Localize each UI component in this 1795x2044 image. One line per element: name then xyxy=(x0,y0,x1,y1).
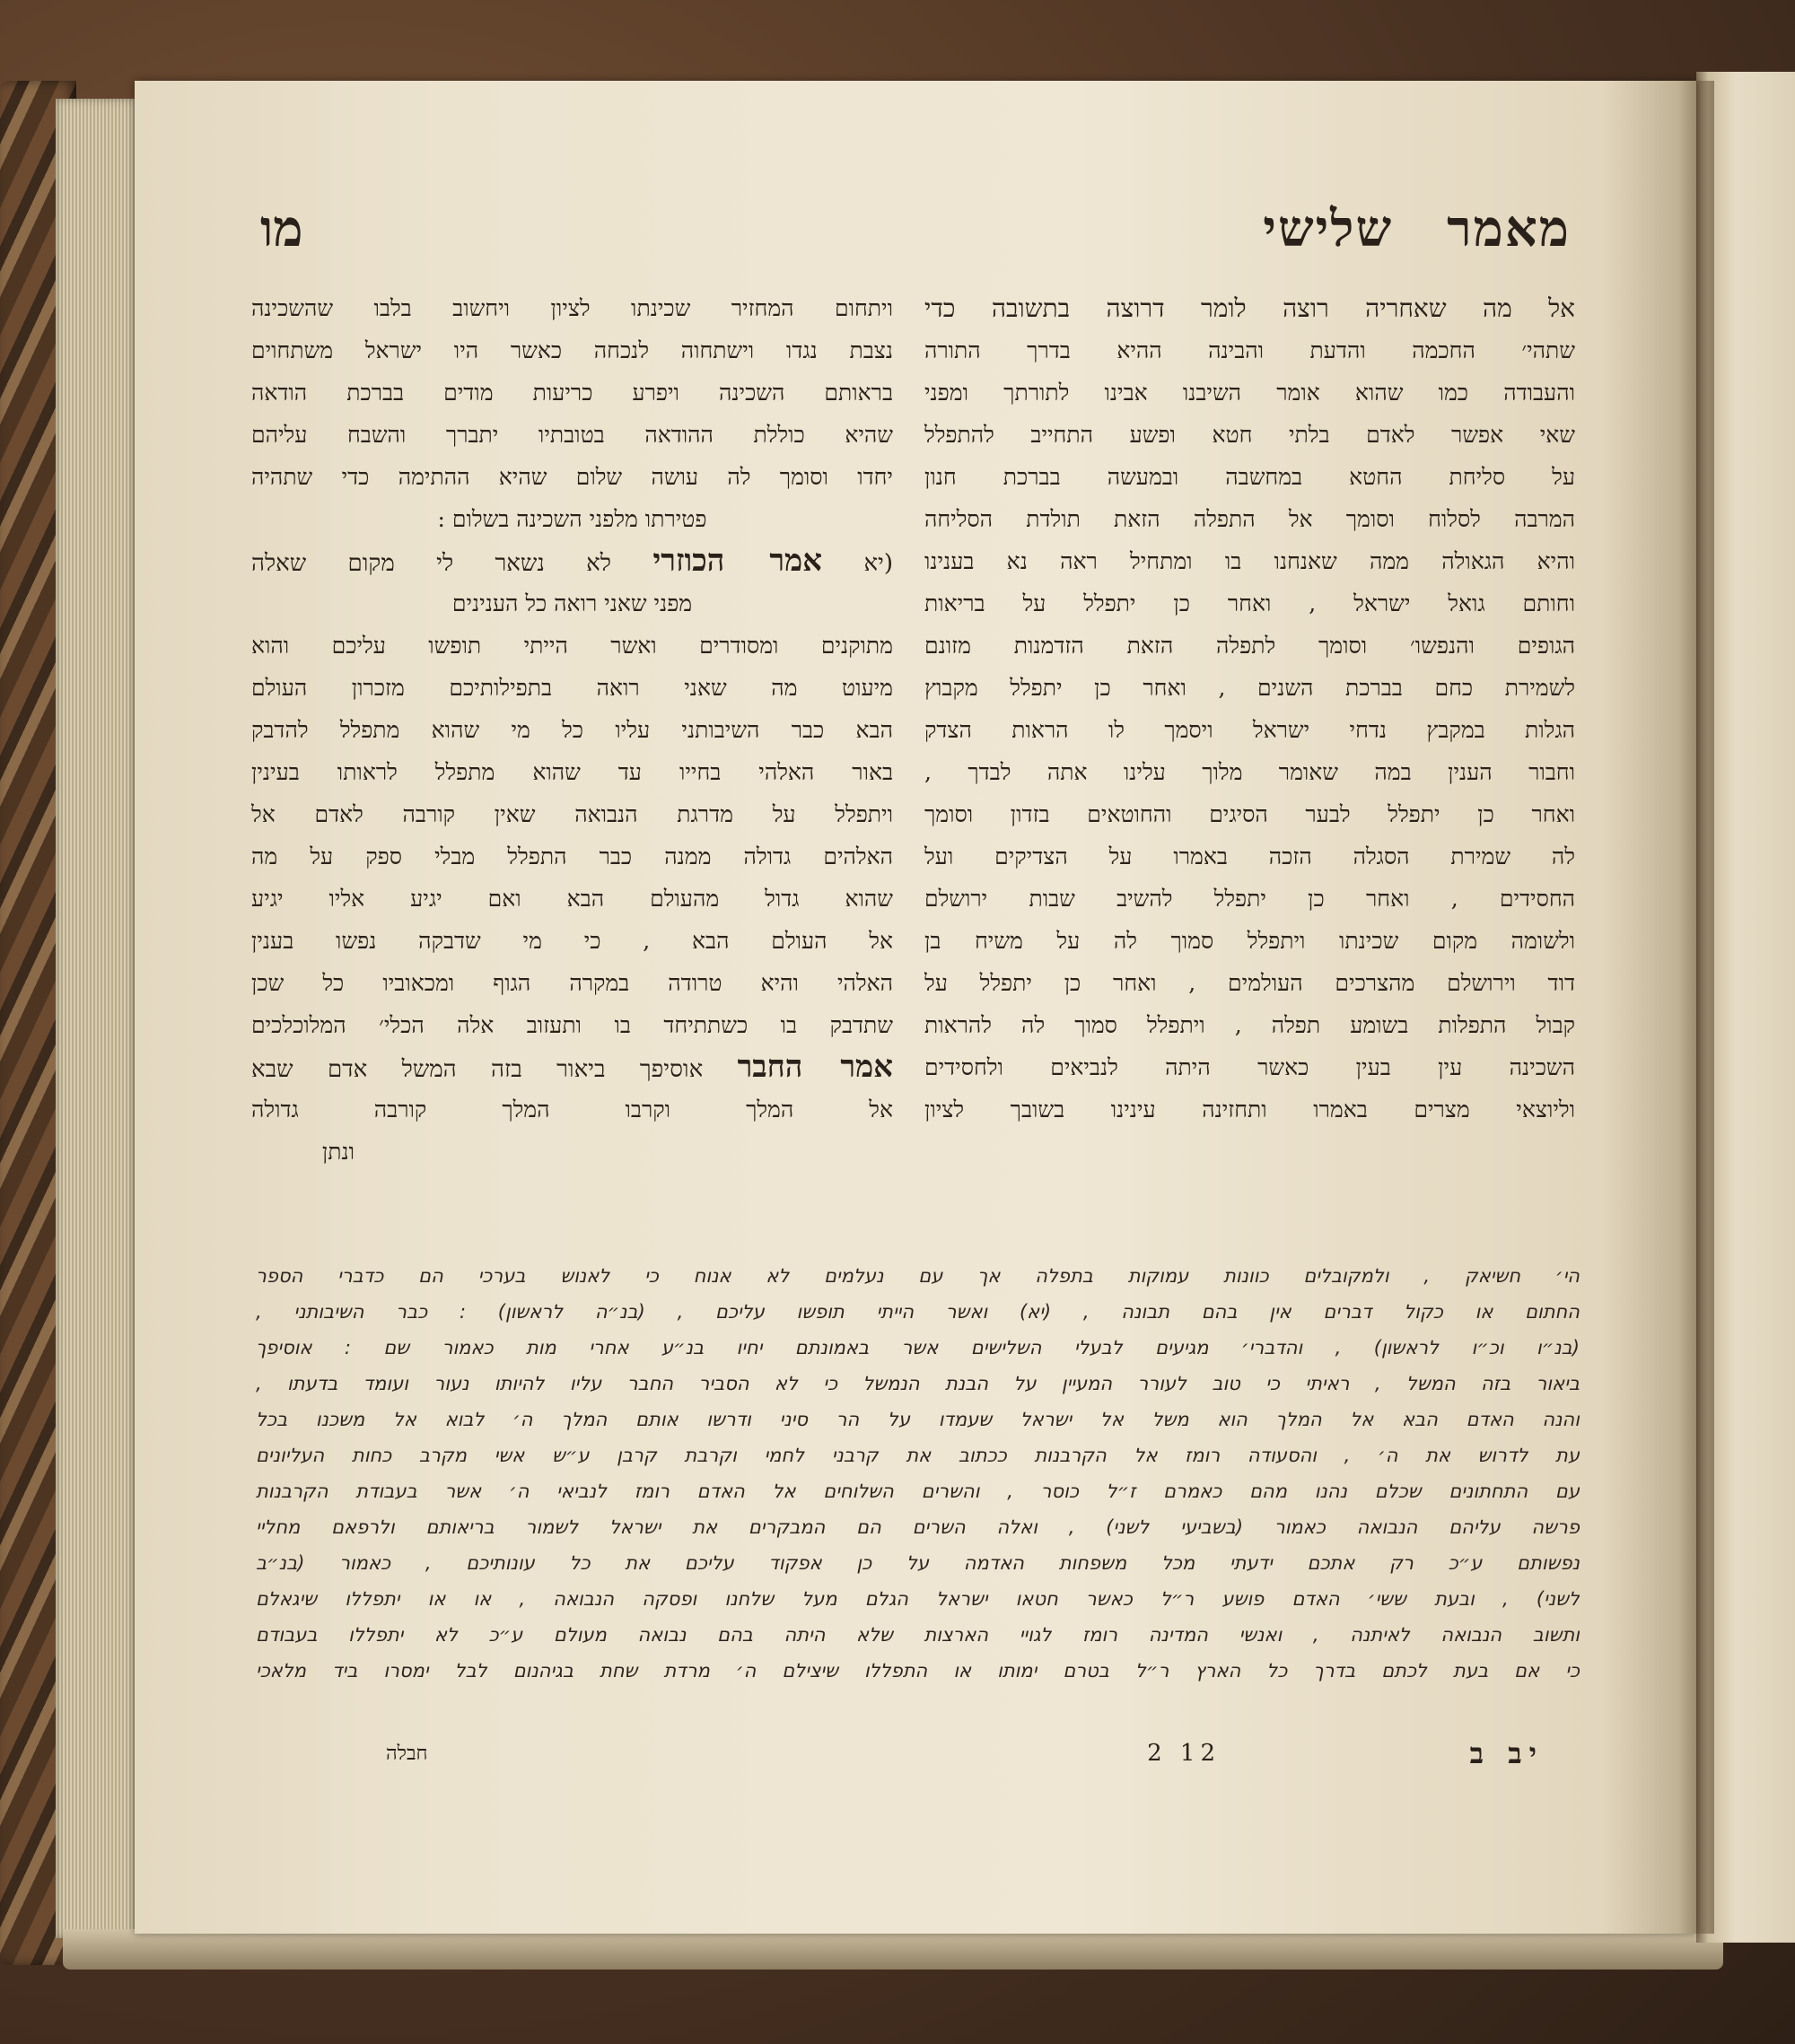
footnote-line: כי אם בעת לכתם בדרך כל הארץ ר״ל בטרם ימותו או התפללו שיצילם ה׳ מרדת שחת בגיהנום לבל ימסרו ביד מלאכי xyxy=(256,1660,1580,1681)
text-line: וחותם גואל ישראל , ואחר כן יתפלל על בריאות xyxy=(924,590,1575,616)
signature-number: 2 12 xyxy=(1147,1740,1221,1767)
text-line: לשמירת כחם בברכת השנים , ואחר כן יתפלל מקבוץ xyxy=(924,675,1575,701)
footnote-line: הי׳ חשיאק , ולמקובלים כוונות עמוקות בתפלה אך עם נעלמים לא אנוח כי לאנוש בערכי הם כדברי הספר xyxy=(256,1265,1580,1287)
commentary-footnotes xyxy=(256,1258,1580,1689)
footnote-line: לשני) , ובעת ששי׳ האדם פושע ר״ל כאשר חטאו ישראל הגלם מעל שלחנו ופסקה הנבואה , או או יתפללו שיגאלם xyxy=(256,1588,1580,1610)
text-line: והיא הגאולה ממה שאנחנו בו ומתחיל ראה נא בענינו xyxy=(924,548,1575,574)
text-line: מיעוט מה שאני רואה בתפילותיכם מזכרון העולם xyxy=(251,675,893,701)
gutter-shadow xyxy=(1678,81,1714,1934)
right-column xyxy=(924,287,1575,1131)
catchword: ונתן xyxy=(321,1139,355,1165)
text-line: וליוצאי מצרים באמרו ותחזינה עינינו בשובך לציון xyxy=(924,1096,1575,1122)
gathering-signature: יב ב xyxy=(1469,1736,1544,1770)
speaker-text: אוסיפך ביאור בזה המשל אדם שבא xyxy=(251,1056,704,1083)
folio-number: מו xyxy=(260,199,303,258)
running-title xyxy=(1263,199,1571,258)
footnote-catchword: חבלה xyxy=(386,1743,428,1765)
text-line: והעבודה כמו שהוא אומר השיבנו אבינו לתורתך ומפני xyxy=(924,380,1575,406)
text-line: נצבת נגדו וישתחוה לנכחה כאשר היו ישראל משתחוים xyxy=(251,337,893,363)
text-line: לה שמירת הסגלה הזכה באמרו על הצדיקים ועל xyxy=(924,843,1575,869)
text-line: אל המלך וקרבו המלך קורבה גדולה xyxy=(251,1096,893,1122)
left-column xyxy=(251,287,893,1173)
text-line: המרבה לסלוח וסומך אל התפלה הזאת תולדת הסליחה xyxy=(924,506,1575,532)
speaker-line xyxy=(251,1046,893,1088)
text-line: הגלות במקבץ נדחי ישראל ויסמך לו הראות הצדק xyxy=(924,717,1575,743)
text-line: מתוקנים ומסודרים ואשר הייתי תופשו עליכם והוא xyxy=(251,633,893,659)
footnote-line: עם התחתונים שכלם נהנו מהם כאמרם ז״ל כוסר , והשרים השלוחים אל האדם רומז לנביאי ה׳ אשר בעבודת הקרבנות xyxy=(256,1481,1580,1502)
text-line: הגופים והנפשו׳ וסומך לתפלה הזאת הזדמנות מזונם xyxy=(924,633,1575,659)
signature-row xyxy=(386,1736,1544,1781)
footnote-line: ביאור בזה המשל , ראיתי כי טוב לעורר המעיין על הבנת הנמשל כי לא הסביר החבר עליו להיותו נעור ועומד בדעתו , xyxy=(256,1373,1580,1394)
running-header xyxy=(251,199,1571,280)
text-line: החסידים , ואחר כן יתפלל להשיב שבות ירושלם xyxy=(924,886,1575,912)
text-line: קבול התפלות בשומע תפלה , ויתפלל סמוך לה להראות xyxy=(924,1012,1575,1038)
text-line: שתדבק בו כשתתיחד בו ותעזוב אלה הכלי׳ המלוכלכים xyxy=(251,1012,893,1038)
section-text: לא נשאר לי מקום שאלה xyxy=(251,550,611,577)
text-line: שהיא כוללת ההודאה בטובתיו יתברך והשבח עליהם xyxy=(251,422,893,448)
text-line: דוד וירושלם מהצרכים העולמים , ואחר כן יתפלל על xyxy=(924,970,1575,996)
text-line: האלהים גדולה ממנה כבר התפלל מבלי ספק על מה xyxy=(251,843,893,869)
footnote-line: החתום או כקול דברים אין בהם תבונה , (יא) ואשר הייתי תופשו עליכם , (בנ״ה לראשון) : כבר השיבותני , xyxy=(256,1301,1580,1323)
closing-line: פטירתו מלפני השכינה בשלום : xyxy=(437,506,707,532)
text-line: בראותם השכינה ויפרע כריעות מודים בברכת הודאה xyxy=(251,380,893,406)
text-line: ויתפלל על מדרגת הנבואה שאין קורבה לאדם אל xyxy=(251,801,893,827)
running-title-word-2: שלישי xyxy=(1263,199,1394,258)
speaker-haver: אמר החבר xyxy=(737,1049,893,1085)
text-line: יחדו וסומך לה עושה שלום שהיא ההתימה כדי שתהיה xyxy=(251,464,893,490)
text-line: השכינה עין בעין כאשר היתה לנביאים ולחסידים xyxy=(924,1054,1575,1080)
text-line: באור האלהי בחייו עד שהוא מתפלל לראותו בעינין xyxy=(251,759,893,785)
text-line: ולשומה מקום שכינתו ויתפלל סמוך לה על משיח בן xyxy=(924,928,1575,954)
text-line: אל מה שאחריה רוצה לומר דרוצה בתשובה כדי xyxy=(924,293,1575,323)
footnote-line: עת לדרוש את ה׳ , והסעודה רומז אל הקרבנות ככתוב את קרבני לחמי וקרבת קרבן ע״ש אשי מקרב כחות העליונים xyxy=(256,1445,1580,1466)
footnote-line: והנה האדם הבא אל המלך הוא משל אל ישראל שעמדו על הר סיני ודרשו אותם המלך ה׳ לבוא אל משכנו בכל xyxy=(256,1409,1580,1430)
text-line: על סליחת החטא במחשבה ובמעשה בברכת חנון xyxy=(924,464,1575,490)
page-fore-edge xyxy=(56,99,136,1938)
text-line: ויתחום המחזיר שכינתו לציון ויחשוב בלבו שהשכינה xyxy=(251,295,893,321)
footnote-line: נפשותם ע״כ רק אתכם ידעתי מכל משפחות האדמה על כן אפקוד עליכם את כל עונותיכם , כאמור (בנ״ב xyxy=(256,1552,1580,1574)
section-continuation: מפני שאני רואה כל הענינים xyxy=(451,590,693,616)
footnote-line: (בנ״ו וכ״ו לראשון) , והדברי׳ מגיעים לבעלי השלישים אשר באמונתם יחיו בנ״ע אחרי מות כאמור שם : אוסיפך xyxy=(256,1337,1580,1358)
text-line: וחבור הענין במה שאומר מלוך עלינו אתה לבדך , xyxy=(924,759,1575,785)
footnote-line: פרשה עליהם הנבואה כאמור (בשביעי לשני) , ואלה השרים הם המבקרים את ישראל לשמור בריאותם ולרפאם מחליי xyxy=(256,1516,1580,1538)
section-marker: (יא xyxy=(863,550,893,577)
text-line: ואחר כן יתפלל לבער הסיגים והחוטאים בזדון וסומך xyxy=(924,801,1575,827)
column-catchword xyxy=(251,1131,893,1173)
page-bottom-edge xyxy=(63,1929,1723,1970)
footnote-line: ותשוב הנבואה לאיתנה , ואנשי המדינה רומז לגויי הארצות שלא היתה בהם נבואה מעולם ע״כ לא יתפללו בעבודם xyxy=(256,1624,1580,1646)
text-line: שתהי׳ החכמה והדעת והבינה ההיא בדרך התורה xyxy=(924,337,1575,363)
text-line: שהוא גדול מהעולם הבא ואם יגיע אליו יגיע xyxy=(251,886,893,912)
text-line: אל העולם הבא , כי מי שדבקה נפשו בענין xyxy=(251,928,893,954)
text-line: האלהי והיא טרודה במקרה הגוף ומכאוביו כל שכן xyxy=(251,970,893,996)
text-line: שאי אפשר לאדם בלתי חטא ופשע התחייב להתפלל xyxy=(924,422,1575,448)
running-title-word-1: מאמר xyxy=(1447,199,1571,258)
text-line: הבא כבר השיבותני עליו כל מי שהוא מתפלל להדבק xyxy=(251,717,893,743)
speaker-kuzari: אמר הכוזרי xyxy=(652,543,823,579)
section-heading-line xyxy=(251,540,893,582)
